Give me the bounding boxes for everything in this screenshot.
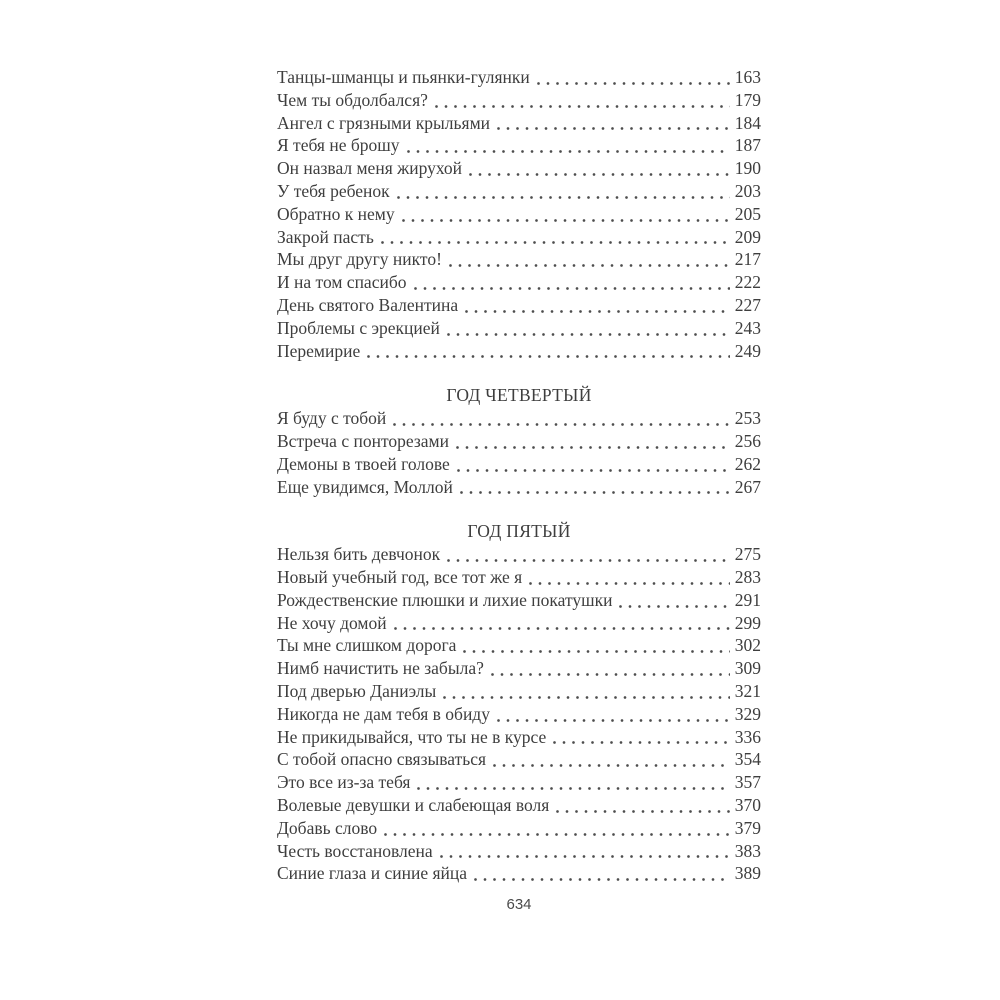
dot-leader xyxy=(414,286,730,291)
toc-entry xyxy=(277,112,761,135)
toc-entry-page: 357 xyxy=(734,772,761,793)
toc-entry xyxy=(277,453,761,476)
dot-leader xyxy=(457,468,730,473)
dot-leader xyxy=(474,877,730,882)
toc-entry-title: Я буду с тобой xyxy=(277,408,387,429)
toc-entry-page: 190 xyxy=(734,158,761,179)
toc-entry-page: 217 xyxy=(734,249,761,270)
toc-entry-page: 243 xyxy=(734,317,761,338)
dot-leader xyxy=(394,626,730,631)
dot-leader xyxy=(443,695,729,700)
toc-entry xyxy=(277,340,761,363)
toc-entry xyxy=(277,612,761,635)
toc-entry-page: 163 xyxy=(734,67,761,87)
toc-entry-title: Не прикидывайся, что ты не в курсе xyxy=(277,726,547,747)
dot-leader xyxy=(460,490,730,495)
toc-entry-title: Закрой пасть xyxy=(277,226,374,247)
toc-entry-title: Волевые девушки и слабеющая воля xyxy=(277,794,550,815)
toc-entry xyxy=(277,703,761,726)
dot-leader xyxy=(556,809,729,814)
dot-leader xyxy=(469,172,730,177)
toc-entry xyxy=(277,271,761,294)
toc-entry-title: У тебя ребенок xyxy=(277,180,390,201)
toc-entry-page: 249 xyxy=(734,340,761,361)
dot-leader xyxy=(402,218,730,223)
dot-leader xyxy=(393,422,729,427)
toc-entry-title: Он назвал меня жирухой xyxy=(277,158,463,179)
toc-entry-title: Никогда не дам тебя в обиду xyxy=(277,703,490,724)
dot-leader xyxy=(417,786,729,791)
toc-entry-title: Синие глаза и синие яйца xyxy=(277,863,468,884)
toc-entry-page: 321 xyxy=(734,680,761,701)
toc-entry xyxy=(277,840,761,863)
toc-entry xyxy=(277,543,761,566)
dot-leader xyxy=(491,672,730,677)
dot-leader xyxy=(440,854,730,859)
toc-entry xyxy=(277,157,761,180)
toc-entry-title: Добавь слово xyxy=(277,817,378,838)
dot-leader xyxy=(553,740,729,745)
toc-entry-title: Ты мне слишком дорога xyxy=(277,635,457,656)
toc-entry-page: 209 xyxy=(734,226,761,247)
page-number: 634 xyxy=(506,896,532,913)
toc-entry-title: Танцы-шманцы и пьянки-гулянки xyxy=(277,67,530,87)
toc-entry xyxy=(277,794,761,817)
toc-entry-title: Нельзя бить девчонок xyxy=(277,544,441,565)
toc-entry-title: Честь восстановлена xyxy=(277,840,433,861)
dot-leader xyxy=(463,649,729,654)
toc-entry-title: Обратно к нему xyxy=(277,203,395,224)
toc-entry xyxy=(277,66,761,89)
toc-entry xyxy=(277,294,761,317)
toc-entry xyxy=(277,430,761,453)
toc-entry-page: 187 xyxy=(734,135,761,156)
toc-entry xyxy=(277,657,761,680)
dot-leader xyxy=(447,558,730,563)
toc-entry xyxy=(277,771,761,794)
toc-entry-page: 184 xyxy=(734,112,761,133)
dot-leader xyxy=(367,354,730,359)
toc-entry-title: Нимб начистить не забыла? xyxy=(277,658,484,679)
toc-entry-page: 354 xyxy=(734,749,761,770)
dot-leader xyxy=(497,718,730,723)
toc-entry-title: День святого Валентина xyxy=(277,294,459,315)
dot-leader xyxy=(407,149,730,154)
toc-entry-page: 275 xyxy=(734,544,761,565)
dot-leader xyxy=(384,832,730,837)
dot-leader xyxy=(435,104,730,109)
toc-entry-title: Не хочу домой xyxy=(277,612,387,633)
toc-entry-page: 222 xyxy=(734,272,761,293)
toc-entry-title: Рождественские плюшки и лихие покатушки xyxy=(277,589,613,610)
toc-entry xyxy=(277,248,761,271)
toc-entry-title: Встреча с понторезами xyxy=(277,430,449,451)
toc-entry xyxy=(277,817,761,840)
toc-entry-page: 291 xyxy=(734,589,761,610)
toc-entry xyxy=(277,203,761,226)
dot-leader xyxy=(465,309,730,314)
toc-entry-title: Под дверью Даниэлы xyxy=(277,680,437,701)
dot-leader xyxy=(381,240,730,245)
toc-entry xyxy=(277,476,761,499)
toc-entry-title: Ангел с грязными крыльями xyxy=(277,112,491,133)
dot-leader xyxy=(537,81,730,86)
toc-entry-page: 227 xyxy=(734,294,761,315)
toc-entry-page: 283 xyxy=(734,566,761,587)
toc-entry-page: 267 xyxy=(734,476,761,497)
toc-entry-page: 256 xyxy=(734,430,761,451)
toc-entry xyxy=(277,180,761,203)
toc-entry xyxy=(277,862,761,885)
toc-entry-page: 329 xyxy=(734,703,761,724)
dot-leader xyxy=(529,581,730,586)
toc-entry-page: 262 xyxy=(734,453,761,474)
toc-entry xyxy=(277,566,761,589)
toc-entry xyxy=(277,89,761,112)
toc-entry-page: 370 xyxy=(734,794,761,815)
toc-entry xyxy=(277,407,761,430)
toc-entry-page: 336 xyxy=(734,726,761,747)
toc-entry-title: Проблемы с эрекцией xyxy=(277,317,440,338)
toc-entry xyxy=(277,726,761,749)
toc-entry-title: Мы друг другу никто! xyxy=(277,249,442,270)
toc-entry-title: Еще увидимся, Моллой xyxy=(277,476,453,497)
toc-entry-title: Я тебя не брошу xyxy=(277,135,400,156)
toc-entry-page: 383 xyxy=(734,840,761,861)
toc-entry-page: 389 xyxy=(734,863,761,884)
toc-entry-title: Демоны в твоей голове xyxy=(277,453,450,474)
toc-entry-page: 379 xyxy=(734,817,761,838)
toc-entry-title: Перемирие xyxy=(277,340,361,361)
toc-entry-title: Это все из-за тебя xyxy=(277,772,411,793)
toc-entry-title: С тобой опасно связываться xyxy=(277,749,487,770)
toc-entry-page: 203 xyxy=(734,180,761,201)
toc-entry-page: 179 xyxy=(734,89,761,110)
dot-leader xyxy=(397,195,730,200)
toc-entry xyxy=(277,226,761,249)
toc-entry-title: Чем ты обдолбался? xyxy=(277,89,428,110)
dot-leader xyxy=(619,604,729,609)
toc-entry-title: Новый учебный год, все тот же я xyxy=(277,566,523,587)
toc-entry-page: 253 xyxy=(734,408,761,429)
section-heading: ГОД ПЯТЫЙ xyxy=(467,521,571,542)
dot-leader xyxy=(497,126,730,131)
toc-entry-title: И на том спасибо xyxy=(277,272,407,293)
section-heading: ГОД ЧЕТВЕРТЫЙ xyxy=(446,385,592,406)
toc-entry xyxy=(277,634,761,657)
toc-entry-page: 302 xyxy=(734,635,761,656)
dot-leader xyxy=(449,263,730,268)
toc-entry-page: 309 xyxy=(734,658,761,679)
toc-entry xyxy=(277,134,761,157)
table-of-contents xyxy=(277,66,761,885)
toc-entry-page: 205 xyxy=(734,203,761,224)
toc-entry xyxy=(277,748,761,771)
toc-entry xyxy=(277,680,761,703)
toc-entry-page: 299 xyxy=(734,612,761,633)
dot-leader xyxy=(447,332,730,337)
toc-entry xyxy=(277,589,761,612)
dot-leader xyxy=(493,763,730,768)
toc-entry xyxy=(277,317,761,340)
dot-leader xyxy=(456,445,730,450)
